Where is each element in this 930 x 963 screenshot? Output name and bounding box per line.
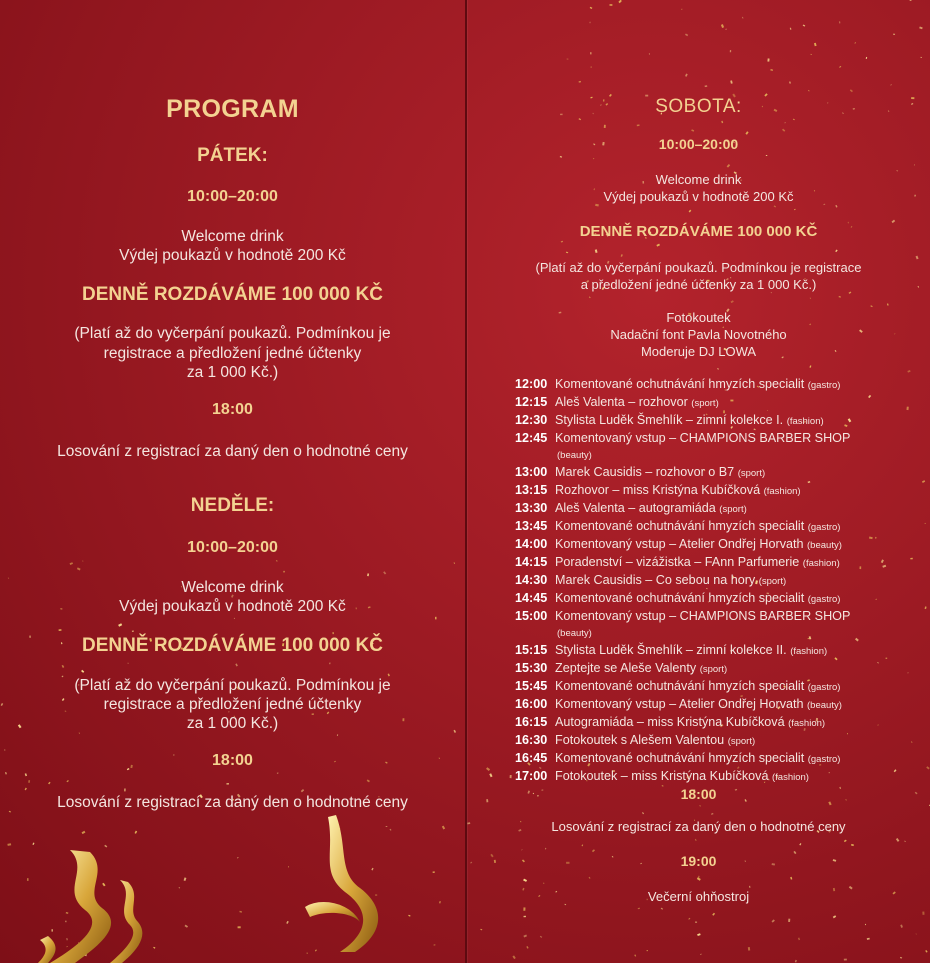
schedule-row xyxy=(515,572,925,590)
sunday-note3: za 1 000 Kč.) xyxy=(186,715,279,732)
schedule-time: 14:30 xyxy=(515,573,548,587)
saturday-note1: (Platí až do vyčerpání poukazů. Podmínkou je registrace xyxy=(535,260,862,275)
schedule-tag: (beauty) xyxy=(807,540,842,551)
schedule-time: 15:00 xyxy=(515,609,548,623)
schedule-row xyxy=(515,590,925,608)
schedule-tag: (fashion) xyxy=(802,558,840,569)
schedule-time: 13:00 xyxy=(515,465,548,479)
schedule-tag: (beauty) xyxy=(807,700,842,711)
schedule-row xyxy=(515,660,925,678)
saturday-note2: a předložení jedné účtenky za 1 000 Kč.) xyxy=(580,277,817,292)
schedule-row xyxy=(515,394,925,412)
schedule-text: Rozhovor – miss Kristýna Kubíčková xyxy=(555,483,761,497)
schedule-text: Zeptejte se Aleše Valenty xyxy=(555,661,697,675)
friday-draw-text: Losování z registrací za daný den o hodnotné ceny xyxy=(57,443,408,460)
friday-time: 10:00–20:00 xyxy=(187,188,278,205)
schedule-tag: (gastro) xyxy=(807,682,841,693)
schedule-row xyxy=(515,768,925,786)
schedule-time: 13:15 xyxy=(515,483,548,497)
schedule-row xyxy=(515,536,925,554)
sunday-draw-text: Losování z registrací za daný den o hodnotné ceny xyxy=(57,794,408,811)
schedule-text: Poradenství – vizážistka – FAnn Parfumerie xyxy=(555,555,800,569)
sunday-draw-time: 18:00 xyxy=(212,752,253,769)
sunday-line2: Výdej poukazů v hodnotě 200 Kč xyxy=(119,598,346,615)
schedule-text: Komentované ochutnávání hmyzích specialit xyxy=(555,519,805,533)
schedule-text: Aleš Valenta – rozhovor xyxy=(555,395,688,409)
schedule-time: 16:45 xyxy=(515,751,548,765)
gold-ribbon-right-icon xyxy=(300,812,390,963)
schedule-text: Komentované ochutnávání hmyzích specialit xyxy=(555,751,805,765)
schedule-row xyxy=(515,376,925,394)
saturday-heading: SOBOTA: xyxy=(655,96,742,117)
schedule-time: 15:45 xyxy=(515,679,548,693)
friday-heading: PÁTEK: xyxy=(197,145,268,166)
friday-note2: registrace a předložení jedné účtenky xyxy=(103,345,362,362)
schedule-text: Komentovaný vstup – Atelier Ondřej Horvath xyxy=(555,697,804,711)
schedule-time: 12:00 xyxy=(515,377,548,391)
photo-booth-foundation: Nadační font Pavla Novotného xyxy=(610,327,787,342)
schedule-tag: (sport) xyxy=(727,736,756,747)
sunday-heading: NEDĚLE: xyxy=(190,495,275,516)
schedule-tag: (gastro) xyxy=(807,380,841,391)
schedule-time: 14:15 xyxy=(515,555,548,569)
friday-line1: Welcome drink xyxy=(181,228,284,245)
schedule-text: Komentované ochutnávání hmyzích specialit xyxy=(555,591,805,605)
schedule-text: Marek Causidis – Co sebou na hory xyxy=(555,573,756,587)
schedule-time: 13:45 xyxy=(515,519,548,533)
schedule-row xyxy=(515,732,925,750)
schedule-tag: (sport) xyxy=(719,504,747,515)
schedule-tag: (beauty) xyxy=(557,628,592,639)
schedule-text: Autogramiáda – miss Kristýna Kubíčková xyxy=(555,715,785,729)
schedule-tag: (fashion) xyxy=(788,718,826,729)
schedule-time: 16:00 xyxy=(515,697,548,711)
schedule-time: 17:00 xyxy=(515,769,548,783)
schedule-row xyxy=(515,714,925,732)
schedule-text: Aleš Valenta – autogramiáda xyxy=(555,501,716,515)
schedule-row xyxy=(515,518,925,536)
sunday-time: 10:00–20:00 xyxy=(187,539,278,556)
schedule-tag: (gastro) xyxy=(807,594,841,605)
schedule-time: 14:00 xyxy=(515,537,548,551)
schedule-text: Fotokoutek s Alešem Valentou xyxy=(555,733,725,747)
sunday-note1: (Platí až do vyčerpání poukazů. Podmínkou je xyxy=(74,677,391,694)
schedule-row xyxy=(515,642,925,660)
schedule-time: 13:30 xyxy=(515,501,548,515)
schedule-tag: (beauty) xyxy=(557,450,592,461)
schedule-row xyxy=(515,678,925,696)
saturday-draw-text: Losování z registrací za daný den o hodnotné ceny xyxy=(551,819,846,834)
schedule-row xyxy=(515,412,925,430)
schedule-text: Stylista Luděk Šmehlík – zimní kolekce II. xyxy=(555,643,787,657)
saturday-time: 10:00–20:00 xyxy=(658,136,739,152)
schedule-text: Komentované ochutnávání hmyzích specialit xyxy=(555,679,805,693)
schedule-text: Fotokoutek – miss Kristýna Kubíčková xyxy=(555,769,769,783)
sunday-giveaway: DENNĚ ROZDÁVÁME 100 000 KČ xyxy=(82,635,383,656)
friday-line2: Výdej poukazů v hodnotě 200 Kč xyxy=(119,247,346,264)
schedule-tag: (fashion) xyxy=(786,416,824,427)
photo-booth-host: Moderuje DJ LOWA xyxy=(640,344,757,359)
schedule-text: Komentovaný vstup – CHAMPIONS BARBER SHOP xyxy=(555,609,851,623)
schedule-list xyxy=(515,376,925,786)
schedule-tag: (fashion) xyxy=(772,772,809,783)
schedule-tag: (sport) xyxy=(691,398,719,409)
schedule-tag: (fashion) xyxy=(790,646,828,657)
saturday-line2: Výdej poukazů v hodnotě 200 Kč xyxy=(603,189,794,204)
schedule-row xyxy=(515,464,925,482)
friday-note1: (Platí až do vyčerpání poukazů. Podmínkou je xyxy=(74,325,391,342)
schedule-tag: (sport) xyxy=(699,664,728,675)
friday-draw-time: 18:00 xyxy=(212,401,253,418)
saturday-draw-time: 18:00 xyxy=(680,786,717,802)
schedule-time: 14:45 xyxy=(515,591,548,605)
schedule-row xyxy=(515,500,925,518)
schedule-time: 12:15 xyxy=(515,395,548,409)
schedule-text: Komentovaný vstup – CHAMPIONS BARBER SHOP xyxy=(555,431,851,445)
schedule-time: 15:15 xyxy=(515,643,548,657)
schedule-text: Marek Causidis – rozhovor o B7 xyxy=(555,465,735,479)
saturday-giveaway: DENNĚ ROZDÁVÁME 100 000 KČ xyxy=(579,223,818,240)
sunday-note2: registrace a předložení jedné účtenky xyxy=(103,696,362,713)
schedule-time: 15:30 xyxy=(515,661,548,675)
schedule-tag: (gastro) xyxy=(807,754,841,765)
schedule-time: 12:30 xyxy=(515,413,548,427)
sunday-line1: Welcome drink xyxy=(181,579,284,596)
schedule-text: Komentované ochutnávání hmyzích specialit xyxy=(555,377,805,391)
program-title: PROGRAM xyxy=(166,95,299,123)
schedule-row xyxy=(515,482,925,500)
schedule-row xyxy=(515,430,925,447)
right-column xyxy=(467,0,930,963)
schedule-row xyxy=(515,554,925,572)
schedule-tag: (fashion) xyxy=(763,486,801,497)
schedule-tag: (sport) xyxy=(737,468,766,479)
gold-ribbon-left-icon xyxy=(30,830,150,963)
schedule-text: Stylista Luděk Šmehlík – zimní kolekce I. xyxy=(555,413,784,427)
fireworks-time: 19:00 xyxy=(680,853,717,869)
schedule-time: 12:45 xyxy=(515,431,548,445)
schedule-tag: (gastro) xyxy=(807,522,841,533)
schedule-row xyxy=(515,608,925,625)
schedule-time: 16:15 xyxy=(515,715,548,729)
photo-booth: Fotokoutek xyxy=(666,310,731,325)
schedule-text: Komentovaný vstup – Atelier Ondřej Horvath xyxy=(555,537,804,551)
schedule-row xyxy=(515,750,925,768)
schedule-tag: (sport) xyxy=(758,576,787,587)
fireworks-text: Večerní ohňostroj xyxy=(647,889,750,904)
friday-note3: za 1 000 Kč.) xyxy=(186,364,279,381)
schedule-row xyxy=(515,696,925,714)
saturday-line1: Welcome drink xyxy=(655,172,742,187)
friday-giveaway: DENNĚ ROZDÁVÁME 100 000 KČ xyxy=(82,284,383,305)
schedule-time: 16:30 xyxy=(515,733,548,747)
